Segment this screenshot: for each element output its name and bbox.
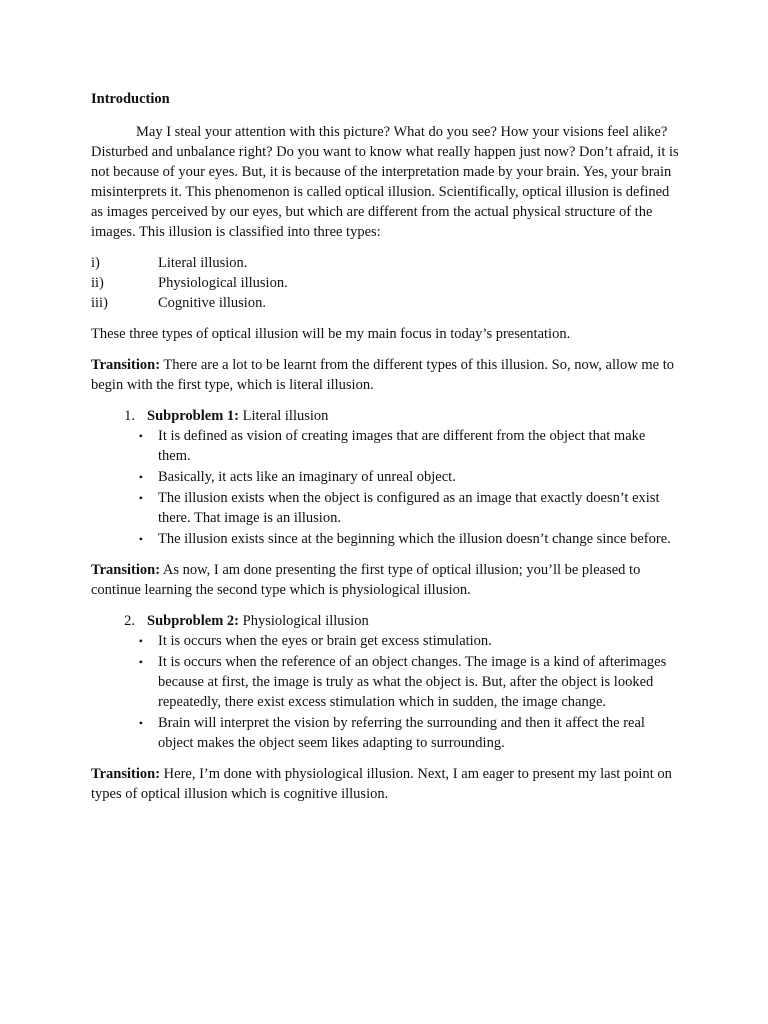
list-item [91, 488, 681, 528]
illusion-types-list [91, 253, 681, 313]
bullet-text: The illusion exists when the object is configured as an image that exactly doesn’t exist there. That image is an illusion. [158, 490, 660, 526]
list-item [91, 652, 681, 712]
transition-label: Transition: [91, 766, 161, 782]
transition-paragraph-2 [91, 560, 681, 600]
transition-paragraph-1 [91, 355, 681, 395]
bullet-text: It is defined as vision of creating images that are different from the object that make them. [158, 428, 646, 464]
list-item [91, 529, 681, 549]
subproblem-name: Literal illusion [239, 408, 329, 424]
list-marker: iii) [91, 295, 108, 311]
section-heading: Introduction [91, 91, 170, 107]
list-item [91, 293, 681, 313]
subproblem-2-heading [91, 611, 681, 631]
bullet-text: It is occurs when the eyes or brain get excess stimulation. [158, 633, 492, 649]
bullet-marker: • [138, 491, 143, 505]
bullet-marker: • [138, 655, 143, 669]
list-item-text: Literal illusion. [158, 255, 248, 271]
bullet-text: The illusion exists since at the beginning which the illusion doesn’t change since before. [158, 531, 671, 547]
subproblem-label: Subproblem 1: [147, 408, 239, 424]
list-item [91, 253, 681, 273]
subproblem-2-bullets [91, 631, 681, 753]
list-item [91, 631, 681, 651]
bullet-marker: • [138, 532, 143, 546]
list-number: 2. [124, 613, 135, 629]
subproblem-1-heading [91, 406, 681, 426]
subproblem-1-section [91, 406, 681, 549]
bullet-marker: • [138, 634, 143, 648]
transition-paragraph-3 [91, 764, 681, 804]
bullet-text: Basically, it acts like an imaginary of unreal object. [158, 469, 456, 485]
list-marker: i) [91, 255, 100, 271]
subproblem-2-section [91, 611, 681, 753]
transition-text: There are a lot to be learnt from the different types of this illusion. So, now, allow me to begin with the first type, which is literal illusion. [91, 357, 674, 393]
list-item [91, 467, 681, 487]
subproblem-1-bullets [91, 426, 681, 549]
transition-label: Transition: [91, 357, 161, 373]
bullet-marker: • [138, 470, 143, 484]
subproblem-name: Physiological illusion [239, 613, 369, 629]
subproblem-label: Subproblem 2: [147, 613, 239, 629]
subproblem-title [135, 611, 369, 631]
intro-paragraph: May I steal your attention with this picture? What do you see? How your visions feel alike? Disturbed and unbalance right? Do you want to know what really happen just now? Don’t afraid, it is not because of your eyes. But, it is because of the interpretation made by your brain. Yes, your brain misinterprets it. This phenomenon is called optical illusion. Scientifically, optical illusion is defined as images perceived by our eyes, but which are different from the actual physical structure of the images. This illusion is classified into three types: [91, 124, 679, 240]
transition-label: Transition: [91, 562, 161, 578]
list-item-text: Cognitive illusion. [158, 295, 266, 311]
bullet-text: Brain will interpret the vision by referring the surrounding and then it affect the real object makes the object seem likes adapting to surrounding. [158, 715, 645, 751]
focus-sentence: These three types of optical illusion will be my main focus in today’s presentation. [91, 326, 571, 342]
bullet-marker: • [138, 429, 143, 443]
list-item [91, 273, 681, 293]
transition-text: Here, I’m done with physiological illusion. Next, I am eager to present my last point on types of optical illusion which is cognitive illusion. [91, 766, 672, 802]
list-item [91, 713, 681, 753]
transition-text: As now, I am done presenting the first type of optical illusion; you’ll be pleased to continue learning the second type which is physiological illusion. [91, 562, 641, 598]
list-number: 1. [124, 408, 135, 424]
bullet-text: It is occurs when the reference of an object changes. The image is a kind of afterimages because at first, the image is truly as what the object is. But, after the object is looked repeatedly, there exist excess stimulation which in sudden, the image change. [158, 654, 667, 710]
list-item-text: Physiological illusion. [158, 275, 288, 291]
subproblem-title [135, 406, 328, 426]
list-item [91, 426, 681, 466]
list-marker: ii) [91, 275, 104, 291]
bullet-marker: • [138, 716, 143, 730]
document-body [91, 89, 681, 815]
